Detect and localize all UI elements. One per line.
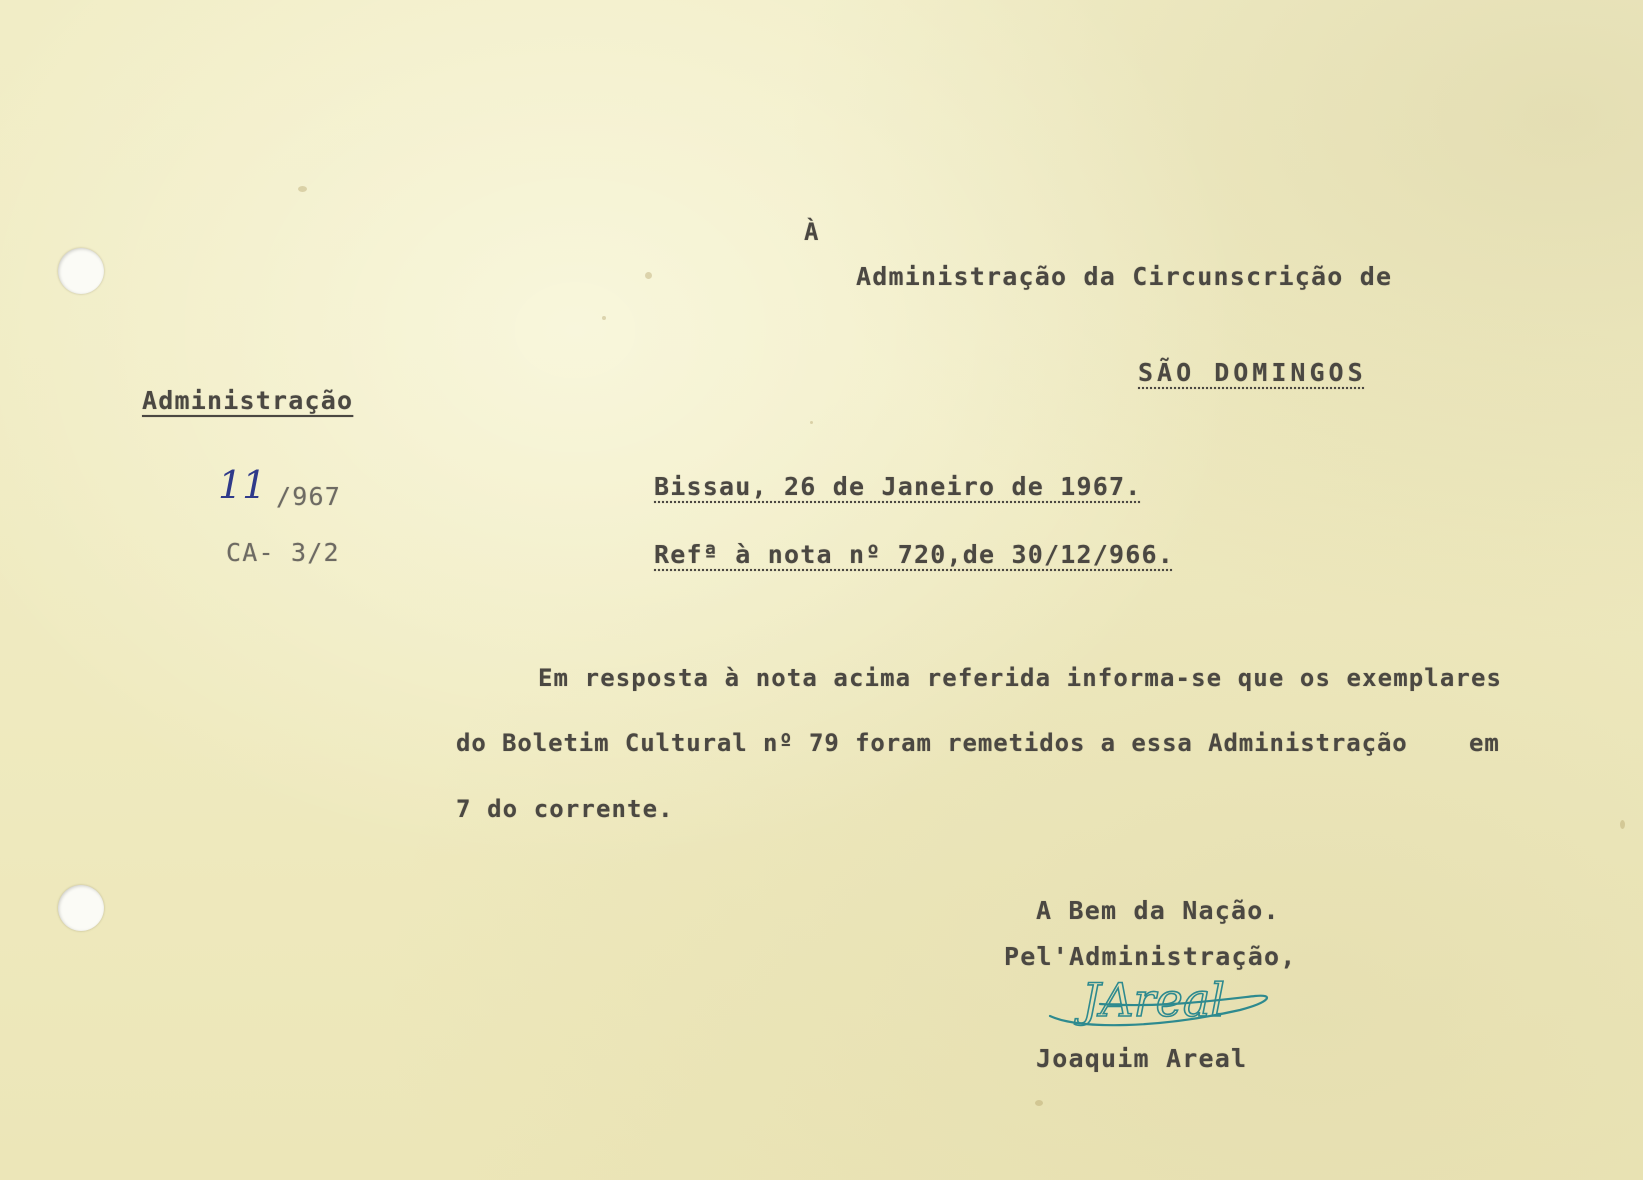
sender-heading: Administração	[142, 386, 354, 415]
body-line-1: Em resposta à nota acima referida informa-se que os exemplares	[538, 664, 1503, 692]
paper-speck	[298, 186, 307, 192]
closing-line-2: Pel'Administração,	[1004, 942, 1297, 971]
body-line-2: do Boletim Cultural nº 79 foram remetidos a essa Administração em	[456, 729, 1500, 757]
signature-text: JAreal	[1082, 973, 1226, 1027]
punch-hole-bottom	[58, 885, 104, 931]
paper-speck	[1620, 820, 1625, 829]
punch-hole-top	[58, 248, 104, 294]
paper-speck	[602, 316, 606, 320]
reference-code: CA- 3/2	[226, 538, 340, 567]
signatory-name: Joaquim Areal	[1036, 1044, 1248, 1073]
paper-speck	[1035, 1100, 1043, 1106]
paper-speck	[810, 421, 813, 424]
closing-line-1: A Bem da Nação.	[1036, 896, 1280, 925]
addressee-line-2: SÃO DOMINGOS	[1138, 358, 1367, 387]
addressee-line-1: Administração da Circunscrição de	[856, 262, 1393, 291]
paper-speck	[645, 272, 652, 279]
body-line-3: 7 do corrente.	[456, 795, 674, 823]
handwritten-reference-number: 11	[218, 463, 267, 507]
addressee-marker: À	[804, 218, 820, 246]
reference-number-suffix: /967	[276, 482, 342, 511]
date-line: Bissau, 26 de Janeiro de 1967.	[654, 472, 1142, 501]
reference-line: Refª à nota nº 720,de 30/12/966.	[654, 540, 1175, 569]
